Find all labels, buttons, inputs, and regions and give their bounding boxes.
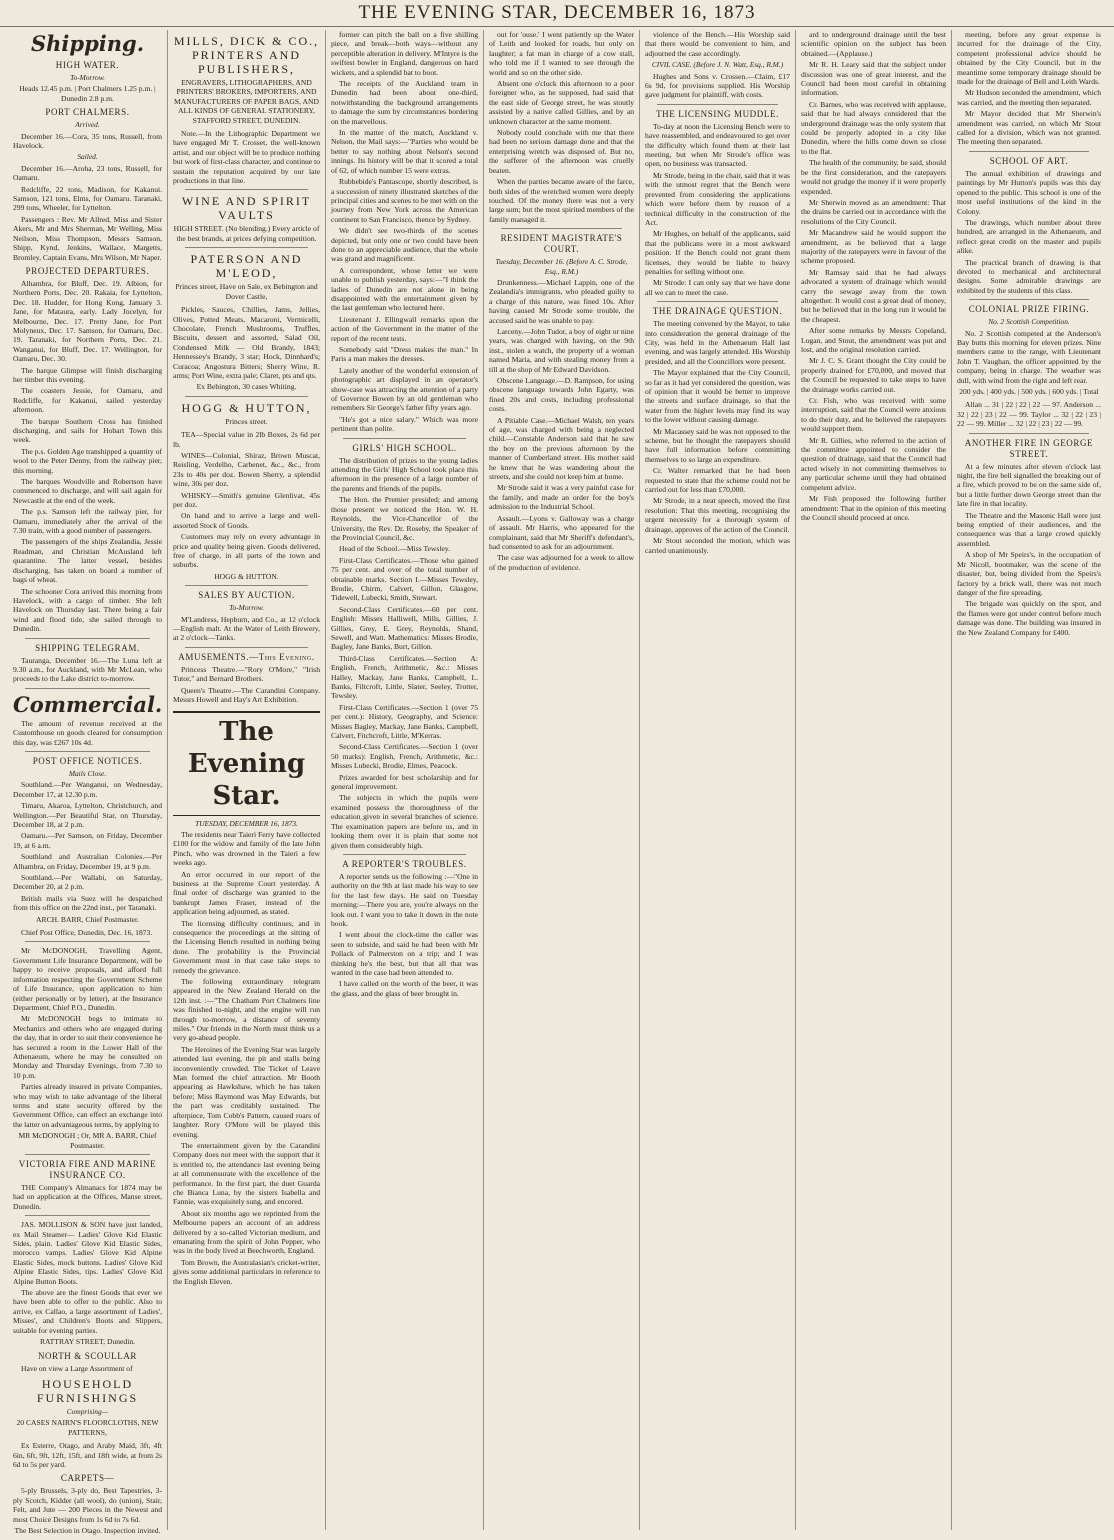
article-paragraph: Alhambra, for Bluff, Dec. 19. Albion, for Northern Ports, Dec. 20. Rakaia, for Lyttelton, Dec. 18. Hudder, for Hong Kong, January 3. Jane, for Mataura, early. Lady Jocelyn, for Melbourne, Dec. 17. Pretty Jane, for Port Molyneux, Dec. 17. Samson, for Oamaru, Dec. 19. Taranaki, for Northern Ports, Dec. 21. Wanganui, for Bluff, Dec. 17. Wellington, for Oamaru, Dec. 30. xyxy=(13,278,162,364)
column-rule xyxy=(969,299,1089,300)
article-heading: AMUSEMENTS.—This Evening. xyxy=(178,651,315,662)
article-paragraph: Have on view a Large Assortment of xyxy=(21,1363,133,1373)
article-paragraph: At a few minutes after eleven o'clock last night, the fire bell signalled the breaking out of a fire, which proved to be on the same side of, but a little further down George street than the late fire in that locality. xyxy=(957,461,1101,509)
article-heading: NORTH & SCOULLAR xyxy=(37,1350,138,1361)
article-paragraph: Second-Class Certificates.—60 per cent. English: Misses Halliwell, Mills, Gillies, J. Gillies, Grey, E. Grey, Reynolds, Shand, Sewell, and Watt. Mathematics: Misses Brodie, Bagley, Jane Banks, Burt, Gillon. xyxy=(331,604,478,652)
article-paragraph: Pickles, Sauces, Chillies, Jams, Jellies, Olives, Potted Meats, Macaroni, Vermicelli, Chocolate, French Mushrooms, Truffles, Biscuits, dessert and assorted, Salad Oil, Condensed Milk — Old Brandy, 1843; Hennessey's Brandy, 3 star; Hock, Dinnhard's; Curacoa; Angostura Bitters; Sherry Wine, R. arms; Port Wine, extra pale; Claret, pts and qts. xyxy=(173,305,320,380)
article-paragraph: Somebody said "Dress makes the man." In Paris a man makes the dresses. xyxy=(331,345,478,364)
article-paragraph: Mr Strode: I can only say that we have done all we can to meet the case. xyxy=(645,278,790,297)
column-rule xyxy=(185,647,308,648)
article-paragraph: 5-ply Brussels, 3-ply do, Best Tapestries, 3-ply Scotch, Kidder (all wool), do (union), Stair, Felt, and Jute — 200 Pieces in the Newest and most Choice Designs from 1s 6d to 7s 6d. xyxy=(13,1486,162,1524)
column-rule xyxy=(25,751,150,752)
article-paragraph: The licensing difficulty continues, and in consequence the proceedings at the sitting of the Licensing Bench resulted in nothing being done. The probability is the Provincial Government must in that case take steps to remedy the grievance. xyxy=(173,918,320,975)
article-paragraph: I went about the clock-time the caller was seen to subside, and said he had been with Mr Pollack of Palmerston on a trip; and I was thinking he's the best, but that all that was wanted in the case had been attended to. xyxy=(331,930,478,977)
article-subheading: Arrived. xyxy=(75,120,100,130)
columns-container xyxy=(8,30,1106,1535)
column-rule xyxy=(185,585,308,586)
article-paragraph: ard to underground drainage until the best scientific opinion on the subject has been obtained.—(Applause.) xyxy=(801,30,946,58)
article-heading: RESIDENT MAGISTRATE'S COURT. xyxy=(500,233,623,255)
article-paragraph: First-Class Certificates.—Section 1 (over 75 per cent.): History, Geography, and Science: Misses Bagley, Mackay, Jane Banks, Campbell, Calvert, Fitchcroft, Little, M'Kerras. xyxy=(331,702,478,741)
article-subheading: Comprising— xyxy=(66,1406,109,1416)
article-heading: ANOTHER FIRE IN GEORGE STREET. xyxy=(964,437,1094,459)
article-paragraph: The following extraordinary telegram appeared in the New Zealand Herald on the 12th inst. :—"The Chatham Port Chalmers line was finished to-night, and the engine will run through to-morrow, a distance of seventy miles." Our friends in the North must think us a very go-ahead people. xyxy=(173,977,320,1043)
article-heading: SALES BY AUCTION. xyxy=(198,590,295,601)
article-paragraph: Passengers : Rev. Mr Allred, Miss and Sister Akers, Mr and Mrs Sherman, Mr Welling, Miss Neilson, Miss Thompson, Messrs Samson, Shipp, Kynd, Jenkins, Wallace, Margetts, Bromley, Captain Evans, Mrs Wilson, Mr Naper. xyxy=(13,214,162,262)
column-4 xyxy=(484,30,640,1530)
article-paragraph: The practical branch of drawing is that devoted to mechanical and architectural designs. Some admirable drawings are exhibited by the students of this class. xyxy=(957,257,1101,295)
column-6 xyxy=(796,30,952,1530)
article-paragraph: Cr. Fish, who was received with some interruption, said that the Council were anxious to do their duty, and he believed the ratepayers would support them. xyxy=(801,396,946,434)
article-paragraph: Southland.—Per Wanganui, on Wednesday, December 17, at 12.30 p.m. xyxy=(13,780,162,799)
article-subheading: No. 2 Scottish Competition. xyxy=(988,317,1070,327)
article-paragraph: Mr Hudson seconded the amendment, which was carried, and the meeting then separated. xyxy=(957,88,1101,107)
article-paragraph: The barques Woodville and Robertson have commenced to discharge, and will sail again for Newcastle at the end of the week. xyxy=(13,477,162,505)
article-paragraph: Timaru, Akaroa, Lyttelton, Christchurch, and Wellington.—Per Beautiful Star, on Thursday, December 18, at 2 p.m. xyxy=(13,801,162,829)
article-paragraph: Oamaru.—Per Samson, on Friday, December 19, at 6 a.m. xyxy=(13,831,162,850)
article-paragraph: Cr. Barnes, who was received with applause, said that he had always considered that the underground drainage was the only system that could be properly adopted in a city like Dunedin, where the hills come down so close to the flat. xyxy=(801,99,946,156)
article-paragraph: M'Landress, Hepburn, and Co., at 12 o'clock—English malt. At the Water of Leith Brewery, at 2 o'clock—Tanks. xyxy=(173,614,320,643)
article-paragraph: We didn't see two-thirds of the scenes depicted, but only one or two could have been done to an appreciable audience, that the whole was grand and magnificent. xyxy=(331,226,478,264)
advert-text: HIGH STREET. (No blending.) Every article of the best brands, at prices defying competition. xyxy=(173,224,320,243)
column-rule xyxy=(657,104,778,105)
article-paragraph: The Theatre and the Masonic Hall were just being emptied of their audiences, and the consequence was that a large crowd quickly assembled. xyxy=(957,510,1101,548)
article-paragraph: The p.s. Golden Age transhipped a quantity of wool to the Peter Denny, from the railway pier, this morning. xyxy=(13,446,162,475)
advert-text: ARCH. BARR, Chief Postmaster. xyxy=(36,914,139,924)
article-paragraph: I have called on the worth of the beer, it was the glass, and the glass of beer brought in. xyxy=(331,979,478,998)
column-rule xyxy=(969,433,1089,434)
article-paragraph: Mr R. H. Leary said that the subject under discussion was one of great interest, and the Council had been most careful in obtaining information. xyxy=(801,60,946,98)
article-paragraph: Mr McDONOGH begs to intimate to Mechanics and others who are engaged during the day, that in order to suit their convenience he has secured a room in the Lower Hall of the Athenaeum, where he may be consulted on Monday and Thursday Evenings, from 7.30 to 10 p.m. xyxy=(13,1014,162,1080)
article-paragraph: About six months ago we reprinted from the Melbourne papers an account of an address delivered by a so-called Victorian medium, and emanating from the spirit of John Pepper, who was in the body lived at Beechworth, England. xyxy=(173,1208,320,1256)
article-subheading: CIVIL CASE. (Before J. N. Watt, Esq., R.M.) xyxy=(651,60,784,70)
article-paragraph: Mr Mayor decided that Mr Sherwin's amendment was carried, on which Mr Stout called for a division, which was not granted. The meeting then separated. xyxy=(957,109,1101,147)
article-paragraph: The barque Southern Cross has finished discharging, and sails for Hobart Town this week. xyxy=(13,416,162,445)
article-paragraph: When the parties became aware of the farce, both sides of the wretched women were deeply touched. Of the money there was not a very large sum; but the most spirited members of the family managed it. xyxy=(489,177,634,224)
advert-text: Heads 12.45 p.m. | Port Chalmers 1.25 p.m. | Dunedin 2.8 p.m. xyxy=(19,84,156,103)
article-paragraph: Customers may rely on every advantage in price and quality being given. Goods delivered, free of charge, in all parts of the town and suburbs. xyxy=(173,532,320,570)
article-paragraph: Prizes awarded for best scholarship and for general improvement. xyxy=(331,772,478,792)
column-rule xyxy=(969,151,1089,152)
article-paragraph: WHISKY—Smith's genuine Glenlivat, 45s per doz. xyxy=(173,490,320,509)
article-paragraph: Hughes and Sons v. Crossen.—Claim, £17 6s 9d, for provisions supplied. His Worship gave judgment for plaintiff, with costs. xyxy=(645,71,790,100)
article-subheading: Sailed. xyxy=(77,152,98,162)
article-paragraph: Ex Esterre, Otago, and Araby Maid, 3ft, 4ft 6in, 6ft, 9ft, 12ft, 15ft, and 18ft wide, at from 2s 6d to 5s per yard. xyxy=(13,1441,162,1469)
article-heading: COLONIAL PRIZE FIRING. xyxy=(968,304,1090,315)
article-paragraph: Mr Fish proposed the following further amendment: That in the opinion of this meeting the Council should proceed at once. xyxy=(801,494,946,522)
advert-text: 200 yds. | 400 yds. | 500 yds. | 600 yds. | Total xyxy=(959,387,1099,396)
article-heading: THE LICENSING MUDDLE. xyxy=(656,108,779,119)
article-paragraph: Princess Theatre.—"Rory O'More," "Irish Tutor," and Bernard Brothers. xyxy=(173,664,320,684)
article-paragraph: Southland.—Per Wallabi, on Saturday, December 20, at 2 p.m. xyxy=(13,873,162,892)
column-rule xyxy=(501,228,622,229)
advert-text: HOGG & HUTTON. xyxy=(214,571,279,581)
masthead-title: THE EVENING STAR, DECEMBER 16, 1873 xyxy=(358,2,756,23)
article-subheading: Mails Close. xyxy=(68,768,107,778)
article-paragraph: former can pitch the ball on a five shilling piece, and break—both ways—without any perceptible alteration in delivery. M'Intyre is the swiftest bowler in England, dangerous on hard wickets, and a splendid bat to boot. xyxy=(331,30,478,77)
advert-text: Ex Bebington, 30 cases Whiting. xyxy=(196,382,297,392)
column-rule xyxy=(343,438,466,439)
article-subheading: To-Morrow. xyxy=(70,73,105,82)
advert-heading: WINE AND SPIRIT VAULTS xyxy=(181,194,312,223)
article-paragraph: Rubbebide's Pantascope, shortly described, is a succession of ninety illustrated sketches of the principal cities and scenes to be met with on the journey from New York across the American continent to San Francisco, thence by Sydney. xyxy=(331,177,478,224)
article-paragraph: Mr Macandrew said he would support the amendment, as he believed that a large majority of the ratepayers were in favour of the scheme proposed. xyxy=(801,228,946,266)
article-paragraph: No. 2 Scottish competed at the Anderson's Bay butts this morning for eleven prizes. Nine members came to the range, with Lieutenant John T. Vaughan, the officer appointed by the company, being in charge. The weather was dull, with wind from the right and left rear. xyxy=(957,328,1101,385)
article-paragraph: TEA—Special value in 2lb Boxes, 2s 6d per lb. xyxy=(173,430,320,449)
column-5 xyxy=(640,30,796,1530)
article-paragraph: The Heroines of the Evening Star was largely attended last evening, the pit and stalls being inconveniently crowded. The Ticket of Leave Man formed the chief attraction. Mr Booth appearing as Hawkshaw, which he has taken before; Miss Raymond was May Edwards, but the part was creditably sustained. The afterpiece, Tom Cobb's Pattern, caused roars of laughter. Rory O'More will be played this evening. xyxy=(173,1044,320,1139)
article-paragraph: The Mayor explained that the City Council, so far as it had yet considered the question, was of opinion that it would be better to improve the streets and surface drainage, so that the water from the higher levels may find its way to the lower without causing damage. xyxy=(645,368,790,425)
article-paragraph: Third-Class Certificates.—Section A: English, French, Arithmetic, &c.: Misses Halley, Mackay, Jane Banks, Campbell, L. Banks, Filtcroft, Little, Slater, Seeley, Trotter, Tewsley. xyxy=(331,653,478,701)
column-7 xyxy=(952,30,1106,1530)
article-paragraph: The coasters Jessie, for Oamaru, and Redcliffe, for Kakanui, sailed yesterday afternoon. xyxy=(13,386,162,415)
article-paragraph: Mr McDONOGH, Travelling Agent, Government Life Insurance Department, will be happy to receive proposals, and afford full information respecting the Government Scheme of Life Insurance, upon application to him (either personally or by letter), at the Insurance Department, Chief P.O., Dunedin. xyxy=(13,946,162,1012)
section-heading: Shipping. xyxy=(30,31,145,56)
article-paragraph: The passengers of the ships Zealandia, Jessie Readman, and Christian McAusland left quarantine. The latter vessel, besides discharging, has taken on board a number of bags of wheat. xyxy=(13,537,162,585)
article-paragraph: Mr J. C. S. Grant thought the City could be properly drained for £70,000, and moved that the Council be requested to take steps to have the drainage works carried out. xyxy=(801,356,946,394)
article-heading: VICTORIA FIRE AND MARINE INSURANCE CO. xyxy=(18,1159,157,1180)
article-paragraph: Mr R. Gillies, who referred to the action of the committee appointed to consider the question of drainage, said that the Council had acted wisely in not committing themselves to any particular scheme until they had obtained competent advice. xyxy=(801,435,946,492)
article-paragraph: Mr Hughes, on behalf of the applicants, said that the publicans were in a most awkward position. If the Bench could not grant them licenses, they would be liable to heavy penalties for selling without one. xyxy=(645,229,790,276)
column-rule xyxy=(25,941,150,942)
article-paragraph: Lieutenant J. Ellingwall remarks upon the action of the Government in the matter of the report of the recent tests. xyxy=(331,314,478,343)
article-paragraph: British mails via Suez will be despatched from this office on the 22nd inst., per Taranaki. xyxy=(13,893,162,913)
column-rule xyxy=(343,854,466,855)
article-paragraph: Mr Macassey said he was not opposed to the scheme, but he thought the ratepayers should have full information before committing themselves to so large an expenditure. xyxy=(645,426,790,464)
article-paragraph: Lately another of the wonderful extension of photographic art displayed in an operator's show-case was attracting the attention of a party of Governor Bowen by an old gentleman who remembers Sir George's father fifty years ago. xyxy=(331,365,478,413)
article-heading: A REPORTER'S TROUBLES. xyxy=(342,858,467,869)
column-rule xyxy=(185,247,308,248)
article-heading: GIRLS' HIGH SCHOOL. xyxy=(352,442,457,453)
column-rule xyxy=(185,396,308,397)
article-paragraph: Chief Post Office, Dunedin, Dec. 16, 1873. xyxy=(21,928,153,938)
article-paragraph: Assault.—Lyons v. Galloway was a charge of assault. Mr Harris, who appeared for the complainant, said that Mr Sheriff's defendant's, had consented to ask for an adjournment. xyxy=(489,513,634,551)
column-rule xyxy=(25,688,150,689)
article-paragraph: The brigade was quickly on the spot, and the flames were got under control before much damage was done. The building was insured in the New Zealand Company for £400. xyxy=(957,599,1101,637)
article-heading: PROJECTED DEPARTURES. xyxy=(25,265,150,276)
advert-text: ENGRAVERS, LITHOGRAPHERS, AND PRINTERS' BROKERS, IMPORTERS, AND MANUFACTURERS OF PAPER BAGS, AND ALL KINDS OF GENERAL STATIONERY, STAFFORD STREET, DUNEDIN. xyxy=(174,78,319,125)
article-paragraph: Tauranga, December 16.—The Luna left at 9.30 a.m., for Auckland, with Mr McLean, who proceeds to the Lake district to-morrow. xyxy=(13,655,162,684)
article-paragraph: First-Class Certificates.—Those who gained 75 per cent. and over of the total number of obtainable marks. Section I.—Misses Tewsley, Brodie, Chirm, Calvert, Gillon, Glasgow, Tidewell, Lubecki, Smith, Stewart. xyxy=(331,555,478,603)
article-paragraph: The Hon. the Premier presided; and among those present we noticed the Hon. W. H. Reynolds, the Vice-Chancellor of the University, the Rev. Dr. Roseby, the Speaker of the Provincial Council, &c. xyxy=(331,495,478,542)
article-heading: THE DRAINAGE QUESTION. xyxy=(652,306,783,317)
article-paragraph: Mr Strode, in a neat speech, moved the first resolution: That this meeting, recognising the urgent necessity for a thorough system of drainage, approves of the action of the Council. xyxy=(645,496,790,534)
article-paragraph: The distribution of prizes to the young ladies attending the Girls' High School took place this afternoon in the presence of a large number of the parents and friends of the pupils. xyxy=(331,455,478,493)
article-paragraph: The barque Glimpse will finish discharging her timber this evening. xyxy=(13,365,162,384)
article-paragraph: Redcliffe, 22 tons, Madison, for Kakanui. Samson, 121 tons, Elms, for Oamaru. Taranaki, 299 tons, Wheeler, for Lyttelton. xyxy=(13,184,162,213)
article-paragraph: The entertainment given by the Carandini Company does not meet with the support that it is entitled to, the attendance last evening being at all commensurate with the excellence of the performance. In the first part, the duet Guarda che Bianca Luna, by the sisters Isabella and Fannie, was exquisitely sung, and encored. xyxy=(173,1140,320,1207)
article-paragraph: Mr Sherwin moved as an amendment: That the drains be carried out in accordance with the resolutions of the City Council. xyxy=(801,197,946,226)
column-2 xyxy=(168,30,326,1530)
column-rule xyxy=(657,301,778,302)
article-paragraph: Tom Brown, the Australasian's cricket-writer, gives some additional particulars in reference to the English Eleven. xyxy=(173,1257,320,1286)
article-paragraph: A shop of Mr Speirs's, in the occupation of Mr Nicoll, bootmaker, was the scene of the disaster, but, being divided from the Speirs's factory by a brick wall, there was not much danger of the fire spreading. xyxy=(957,550,1101,597)
article-subheading: To-Morrow. xyxy=(229,603,264,613)
article-paragraph: out for 'ouse.' I went patiently up the Water of Leith and looked for roads, but only on laughter; a fat man in charge of a cow stall, who told me if I wanted to see through the world and so on the other side. xyxy=(489,30,634,77)
article-paragraph: The health of the community, he said, should be the first consideration, and the ratepayers would not grudge the money if it were properly expended. xyxy=(801,158,946,196)
article-paragraph: Mr Stout seconded the motion, which was carried unanimously. xyxy=(645,536,790,555)
article-paragraph: Second-Class Certificates.—Section 1 (over 50 marks): English, French, Arithmetic, &c.: Misses Lubecki, Brodie, Elmes, Peacock. xyxy=(331,742,478,771)
article-paragraph: Larceny.—John Tudor, a boy of eight or nine years, was charged with having, on the 9th inst., stolen a watch, the property of a woman named Maria, and with stealing money from a till at the shop of Mr Edward Davidson. xyxy=(489,326,634,374)
article-paragraph: meeting, before any great expense is incurred for the drainage of the City, competent professional advice should be obtained by the City Council, but in the meantime some temporary drainage should be made for the drainage of Bell and Leith Wards. xyxy=(957,30,1101,87)
article-heading: SCHOOL OF ART. xyxy=(989,155,1069,166)
article-paragraph: The above are the finest Goods that ever we have been able to offer to the public. Also to arrive, ex Callao, a large assortment of Ladies', Misses', and Children's Boots and Slippers, suitable for evening parties. xyxy=(13,1288,162,1335)
article-paragraph: Queen's Theatre.—The Carandini Company. Messrs Howell and Hay's Art Exhibition. xyxy=(173,685,320,705)
article-paragraph: WINES—Colonial, Shiraz, Brown Muscat, Reisling, Verdelho, Carbenet, &c., &c., from 23s to 40s per doz. Bowen Sherry, a splendid wine, 30s per doz. xyxy=(173,450,320,489)
advert-text: 20 CASES NAIRN'S FLOORCLOTHS, NEW PATTERNS, xyxy=(16,1418,159,1437)
article-paragraph: December 16.—Aroha, 23 tons, Russell, for Oamaru. xyxy=(13,163,162,183)
advert-text: Princes street, Have on Sale, ex Bebington and Dover Castle, xyxy=(175,282,318,301)
article-paragraph: Southland and Australian Colonies.—Per Alhambra, on Friday, December 19, at 9 p.m. xyxy=(13,852,162,871)
article-heading: CARPETS— xyxy=(60,1473,115,1484)
article-paragraph: The schooner Cora arrived this morning from Havelock, with a cargo of timber. She left Havelock on Thursday last. There being a fair wind and flood tide, she sailed through to Dunedin. xyxy=(13,586,162,634)
advert-text: Princes street. xyxy=(225,416,268,426)
masthead xyxy=(0,0,1114,27)
article-paragraph: Parties already insured in private Companies, who may wish to take advantage of the liberal terms and state security offered by the Government Office, can effect an exchange into the latter on advantageous terms, by applying to xyxy=(13,1082,162,1129)
article-paragraph: violence of the Bench.—His Worship said that there would be convenient to him, and adjourned the case accordingly. xyxy=(645,30,790,58)
advert-heading: MILLS, DICK & CO., PRINTERS AND PUBLISHERS, xyxy=(173,34,320,76)
newspaper-masthead: The Evening Star. xyxy=(173,711,320,816)
article-heading: PORT CHALMERS. xyxy=(45,107,130,118)
article-paragraph: The subjects in which the pupils were examined possess the thoroughness of the education given in several branches of science. The examination papers are before us, and in looking them over it is plain that some not given them considerably high. xyxy=(331,793,478,850)
article-paragraph: After some remarks by Messrs Copeland, Logan, and Stout, the amendment was put and lost, and the original resolution carried. xyxy=(801,326,946,354)
article-paragraph: Absent one o'clock this afternoon to a poor foreigner who, as he supposed, had said that the east side of George street, he was stoutly assisted by a native called Gillies, and by an unknown character at the same moment. xyxy=(489,79,634,126)
article-paragraph: To-day at noon the Licensing Bench were to have reassembled, and endeavoured to get over the difficulty which found them at their last meeting, but when Mr Strode's office was open, no business was transacted. xyxy=(645,121,790,169)
article-paragraph: Drunkenness.—Michael Lappin, one of the Zealandia's immigrants, who pleaded guilty to a charge of this nature, was fined 10s. After having caused Mr Strode some trouble, the accused said he was unable to pay. xyxy=(489,277,634,325)
advert-text: RATTRAY STREET, Dunedin. xyxy=(39,1337,136,1347)
column-rule xyxy=(25,638,150,639)
article-paragraph: Note.—In the Lithographic Department we have engaged Mr T. Crosset, the well-known artist, and our object will be to produce nothing but work of first-class character, and continue to sustain the reputation acquired by our late productions in that line. xyxy=(173,129,320,186)
article-paragraph: THE Company's Almanacs for 1874 may be had on application at the Offices, Manse street, Dunedin. xyxy=(13,1183,162,1211)
article-paragraph: The amount of revenue received at the Customhouse on goods cleared for consumption this day, was £267 10s 4d. xyxy=(13,718,162,747)
article-paragraph: Mr Strode, being in the chair, said that it was with the utmost regret that the Bench were prevented from considering the applications which were before them by reason of a technical difficulty in the construction of the Act. xyxy=(645,170,790,227)
article-heading: SHIPPING TELEGRAM. xyxy=(35,642,140,653)
article-paragraph: Head of the School.—Miss Tewsley. xyxy=(339,544,451,554)
article-paragraph: Mr Strode said it was a very painful case for the family, and made an order for the boy's admission to the Industrial School. xyxy=(489,483,634,512)
article-paragraph: In the matter of the match, Auckland v. Nelson, the Mail says:—"Parties who would be better to say nothing about Nelson's second innings. Its history will be that it scored a total of 62, of which number 15 were extras. xyxy=(331,128,478,175)
section-heading: Commercial. xyxy=(13,691,163,717)
article-paragraph: The p.s. Samson left the railway pier, for Oamaru, immediately after the arrival of the 7.30 train, with a good number of passengers. xyxy=(13,507,162,536)
article-paragraph: Cr. Walter remarked that he had been requested to state that the scheme could not be carried out for less than £70,000. xyxy=(645,466,790,495)
article-paragraph: December 16.—Cora, 35 tons, Russell, from Havelock. xyxy=(13,131,162,151)
article-paragraph: JAS. MOLLISON & SON have just landed, ex Mail Steamer— Ladies' Glove Kid Elastic Sides, plain. Ladies' Glove Kid Elastic Sides, morocco vamps. Ladies' Glove Kid Alpine Elastic Sides, mock buttons. Ladies' Glove Kid Alpine Elastic Sides, tips. Ladies' Glove Kid Alpine Button Boots. xyxy=(13,1220,162,1286)
article-paragraph: The case was adjourned for a week to allow of the production of evidence. xyxy=(489,553,634,572)
article-paragraph: The residents near Taieri Ferry have collected £100 for the widow and family of the late John Pinch, who was drowned in the Taieri a few weeks ago. xyxy=(173,829,320,868)
article-subheading: TUESDAY, DECEMBER 16, 1873. xyxy=(195,818,298,828)
advert-heading: HOUSEHOLD FURNISHINGS xyxy=(36,1376,139,1405)
article-heading: POST OFFICE NOTICES. xyxy=(32,755,143,766)
article-heading: HIGH WATER. xyxy=(55,60,120,70)
column-3 xyxy=(326,30,484,1530)
article-paragraph: Obscene Language.—D. Rampson, for using obscene language towards John Egarty, was fined 20s and costs, including professional costs. xyxy=(489,376,634,414)
advert-heading: HOGG & HUTTON, xyxy=(181,400,312,415)
article-paragraph: A correspondent, whose letter we were unable to publish yesterday, says:—"I think the ladies of Dunedin are not alone in being disappointed with the entertainment given by the last gentleman who lectured here. xyxy=(331,265,478,313)
advert-text: The Best Selection in Otago. Inspection invited. xyxy=(14,1525,161,1535)
article-paragraph: Allan ... 31 | 22 | 22 | 22 — 97. Anderson ... 32 | 22 | 23 | 22 — 99. Taylor ... 32 | 22 | 23 | 22 — 99. Miller ... 32 | 22 | 23 | 22 — 99. xyxy=(957,400,1101,429)
article-paragraph: A Pitiable Case.—Michael Walsh, ten years of age, was charged with being a neglected child.—Constable Anderson said that he saw the boy on the previous afternoon by the manner of Cumberland street. His mother said he knew that he was wandering about the streets, and she could not keep him at home. xyxy=(489,415,634,482)
column-1 xyxy=(8,30,168,1535)
article-paragraph: The meeting convened by the Mayor, to take into consideration the general drainage of the City, was held in the Athenaeum Hall last evening, and was largely attended. His Worship presided, and all the Councillors were present. xyxy=(645,319,790,366)
article-paragraph: The annual exhibition of drawings and paintings by Mr Hutton's pupils was this day opened to the public. This school is one of the most useful institutions of the kind in the Colony. xyxy=(957,168,1101,216)
article-paragraph: Mr Ramsay said that he had always advocated a system of drainage which would carry the sewage away from the town altogether. It would cost a great deal of money, but he believed that in the long run it would be the cheapest. xyxy=(801,267,946,324)
advert-heading: PATERSON AND M'LEOD, xyxy=(190,252,303,281)
column-rule xyxy=(25,1215,150,1216)
article-paragraph: A reporter sends us the following :—"One in authority on the 9th at last made his way to see for the last few days. He said on Tuesday morning:—There you are, you're always on the look out. I want you to take it down in the note book. xyxy=(331,871,478,928)
article-paragraph: Nobody could conclude with me that there had been no serious damage done and that the enterprising wretch was disposed of. But no, the sufferer of the afternoon was cruelly beaten. xyxy=(489,128,634,175)
column-rule xyxy=(185,189,308,190)
column-rule xyxy=(25,1154,150,1155)
advert-text: MR McDONOGH ; Or, MR A. BARR, Chief Postmaster. xyxy=(18,1131,157,1150)
article-paragraph: The receipts of the Auckland team in Dunedin had been about one-third, notwithstanding the background arrangements to damage the sum by circumstances bordering on the marvellous. xyxy=(331,79,478,126)
article-paragraph: "He's got a nice salary." Which was more pertinent than polite. xyxy=(331,414,478,434)
article-paragraph: An error occurred in our report of the business at the Supreme Court yesterday. A final order of discharge was granted to the bankrupt James Fraser, instead of the application being adjourned, as stated. xyxy=(173,869,320,917)
article-subheading: Tuesday, December 16. (Before A. C. Strode, Esq., R.M.) xyxy=(495,257,628,276)
article-paragraph: The drawings, which number about three hundred, are arranged in the Athenaeum, and reflect great credit on the master and pupils alike. xyxy=(957,217,1101,256)
article-paragraph: On hand and to arrive a large and well-assorted Stock of Goods. xyxy=(173,511,320,530)
